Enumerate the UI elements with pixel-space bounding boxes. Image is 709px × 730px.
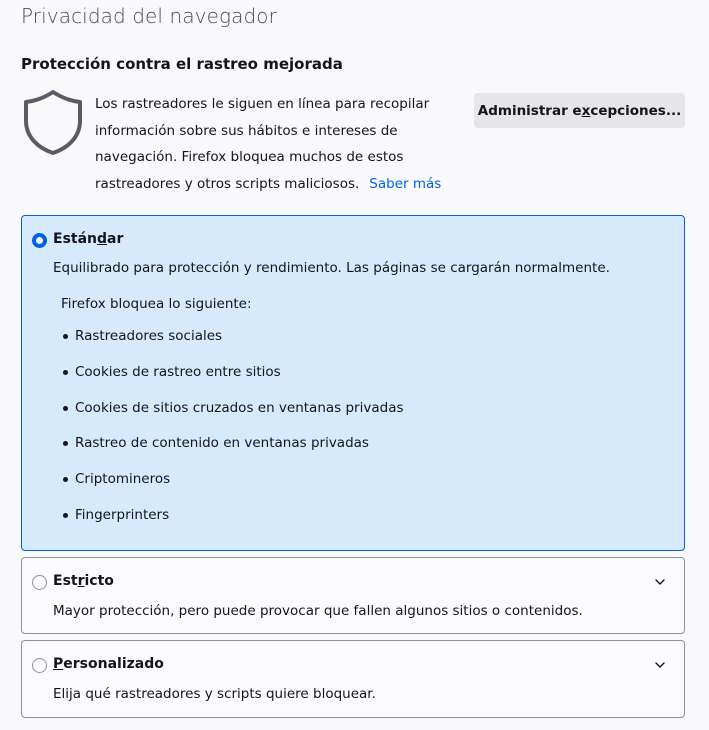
etp-intro-text: Los rastreadores le siguen en línea para recopilar información sobre sus hábitos e intereses de navegación. Firefox bloquea muchos de estos rastreadores y otros scripts maliciosos. [95, 96, 430, 192]
standard-label-start: Están [53, 231, 98, 247]
strict-label-start: Est [53, 573, 78, 589]
standard-label [53, 231, 123, 247]
custom-description: Elija qué rastreadores y scripts quiere bloquear. [53, 686, 376, 702]
manage-exceptions-accesskey: x [581, 102, 591, 119]
list-item-fingerprinters: Fingerprinters [61, 503, 404, 539]
standard-radio[interactable] [32, 233, 47, 248]
manage-exceptions-label-start: Administrar e [477, 102, 582, 119]
custom-label [53, 656, 164, 672]
manage-exceptions-label-end: cepciones... [590, 102, 682, 119]
standard-label-end: ar [107, 231, 124, 247]
strict-accesskey: r [77, 573, 85, 589]
custom-label-end: ersonalizado [63, 656, 164, 672]
chevron-down-icon[interactable] [654, 661, 666, 669]
list-item-private-window-cookies: Cookies de sitios cruzados en ventanas privadas [61, 396, 404, 432]
strict-label [53, 573, 114, 589]
custom-radio[interactable] [32, 658, 47, 673]
list-item-cross-site-cookies: Cookies de rastreo entre sitios [61, 360, 404, 396]
learn-more-link[interactable]: Saber más [369, 175, 442, 192]
blocked-trackers-list [61, 324, 404, 539]
page-title: Privacidad del navegador [21, 4, 277, 28]
option-custom-card[interactable] [21, 640, 685, 718]
standard-accesskey: d [97, 231, 108, 247]
shield-icon [22, 88, 84, 156]
option-standard-card[interactable] [21, 215, 685, 551]
option-strict-card[interactable] [21, 557, 685, 634]
strict-description: Mayor protección, pero puede provocar que fallen algunos sitios o contenidos. [53, 603, 583, 619]
list-item-cryptominers: Criptomineros [61, 467, 404, 503]
standard-description: Equilibrado para protección y rendimiento. Las páginas se cargarán normalmente. [53, 260, 610, 276]
list-item-private-window-tracking: Rastreo de contenido en ventanas privadas [61, 431, 404, 467]
etp-intro [95, 91, 455, 197]
custom-accesskey: P [53, 656, 64, 672]
manage-exceptions-button[interactable] [474, 93, 685, 128]
etp-heading: Protección contra el rastreo mejorada [21, 55, 343, 73]
strict-radio[interactable] [32, 575, 47, 590]
list-item-social-trackers: Rastreadores sociales [61, 324, 404, 360]
chevron-down-icon[interactable] [654, 578, 666, 586]
blocks-heading: Firefox bloquea lo siguiente: [61, 296, 252, 312]
strict-label-end: icto [84, 573, 114, 589]
